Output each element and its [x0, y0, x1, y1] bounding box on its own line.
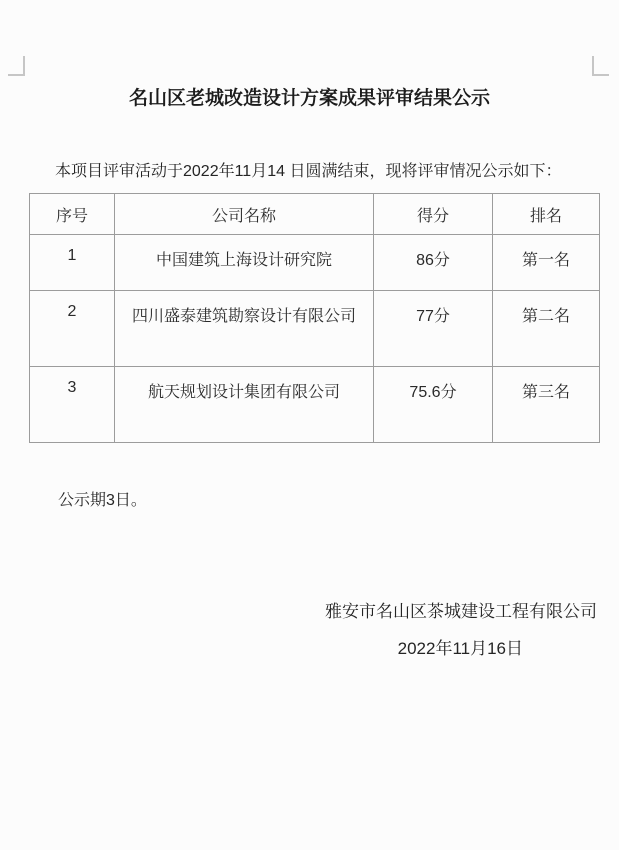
col-header-rank: 排名 — [493, 194, 600, 235]
margin-corner-mark-right — [592, 56, 609, 76]
cell-score: 75.6分 — [374, 367, 493, 443]
col-header-score: 得分 — [374, 194, 493, 235]
table-header-row — [30, 194, 600, 235]
table-row — [30, 235, 600, 291]
cell-score: 77分 — [374, 291, 493, 367]
results-table — [29, 193, 600, 443]
signature-company: 雅安市名山区茶城建设工程有限公司 — [325, 602, 597, 621]
table-row — [30, 367, 600, 443]
cell-seq: 1 — [30, 235, 115, 291]
cell-company: 航天规划设计集团有限公司 — [115, 367, 374, 443]
intro-paragraph: 本项目评审活动于2022年11月14 日圆满结束，现将评审情况公示如下： — [55, 163, 562, 180]
table-row — [30, 291, 600, 367]
cell-company: 四川盛泰建筑勘察设计有限公司 — [115, 291, 374, 367]
cell-rank: 第一名 — [493, 235, 600, 291]
col-header-seq: 序号 — [30, 194, 115, 235]
page-title: 名山区老城改造设计方案成果评审结果公示 — [128, 88, 490, 109]
col-header-company: 公司名称 — [115, 194, 374, 235]
cell-rank: 第二名 — [493, 291, 600, 367]
notice-period-text: 公示期3日。 — [58, 492, 147, 509]
cell-seq: 2 — [30, 291, 115, 367]
cell-rank: 第三名 — [493, 367, 600, 443]
margin-corner-mark-left — [8, 56, 25, 76]
cell-seq: 3 — [30, 367, 115, 443]
cell-company: 中国建筑上海设计研究院 — [115, 235, 374, 291]
cell-score: 86分 — [374, 235, 493, 291]
signature-date: 2022年11月16日 — [397, 639, 523, 658]
